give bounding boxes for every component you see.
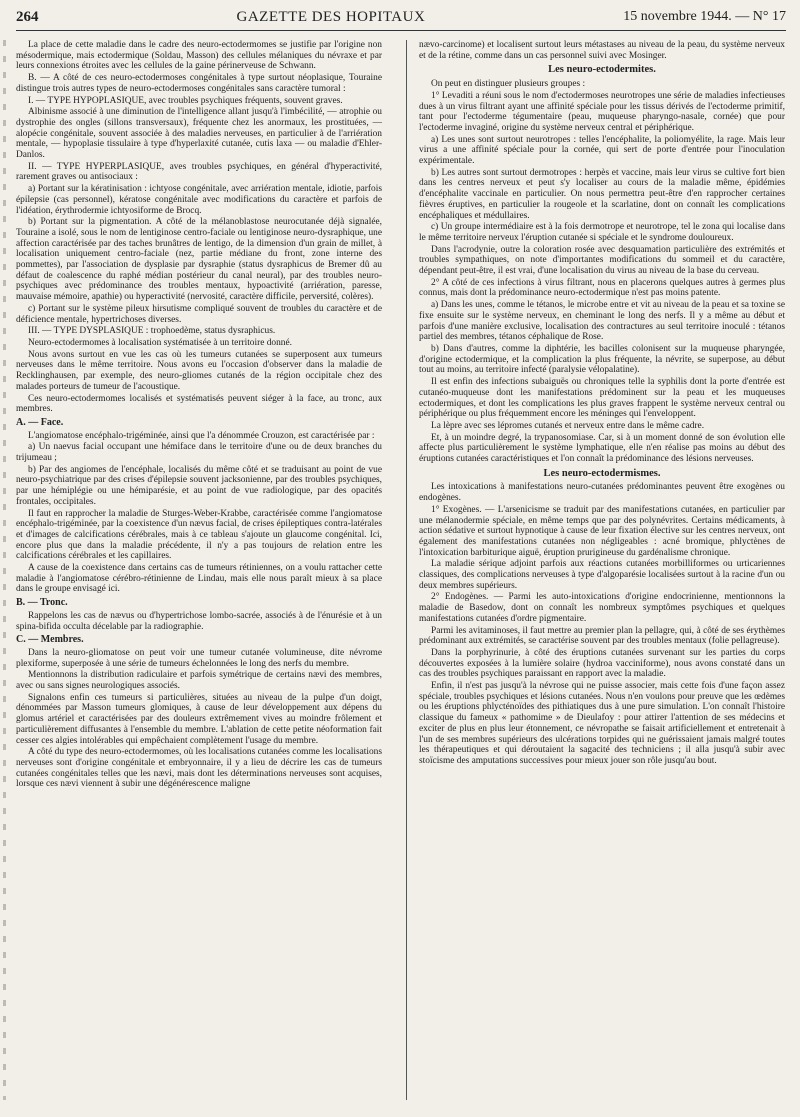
paragraph: III. — TYPE DYSPLASIQUE : trophoedème, status dysraphicus. [28,326,276,337]
paragraph: Ces neuro-ectodermomes localisés et systématisés peuvent siéger à la face, au tronc, aux membres. [16,393,382,415]
paragraph: 1° Levaditi a réuni sous le nom d'ectodermoses neurotropes une série de maladies infectieuses dues à un virus filtrant ayant une affinité spéciale pour les tissus dérivés de l'ectoderme primitif, tant pour l'ectoderme tégumentaire (peau, muqueuse pharyngo-nasale, cornée) que pour l'ectoderme invaginé, origine du système nerveux central et périphérique. [419,90,785,133]
paragraph: b) Les autres sont surtout dermotropes : herpès et vaccine, mais leur virus se cultive fort bien dans les centres nerveux et peut s'y localiser au cours de la maladie même, épidémies d'encéphalite vaccinale en particulier. On nous permettra peut-être d'en rapprocher certaines fièvres éruptives, en particulier la rougeole et la scarlatine, dont on connaît les complications encéphaliques et médullaires. [419,167,785,221]
paragraph: Rappelons les cas de nævus ou d'hypertrichose lombo-sacrée, associés à de l'énurésie et à un spina-bifida occulta décelable par la radiographie. [16,610,382,632]
paragraph: 1° Exogènes. — L'arsenicisme se traduit par des manifestations cutanées, en particulier par une mélanodermie spéciale, en même temps que par des polynévrites. Certains médicaments, à action sédative et surtout hypnotique à cause de leur fixation élective sur les centres nerveux, ont également des manifestations cutanées non négligeables : acné bromique, phlyctènes de l'intoxication barbiturique aiguë, éruption prurigineuse du gardénalisme chronique. [419,504,785,558]
paragraph: Nous avons surtout en vue les cas où les tumeurs cutanées se superposent aux tumeurs nerveuses dans le même territoire. Nous avons eu l'occasion d'observer dans la maladie de Recklinghausen, par exemple, des neuro-gliomes cutanés de la région occipitale chez des malades porteurs de tumeur de l'acoustique. [16,349,382,392]
paragraph: II. — TYPE HYPERPLASIQUE, aves troubles psychiques, en général d'hyperactivité, rarement graves ou antisociaux : [16,161,382,183]
paragraph: I. — TYPE HYPOPLASIQUE, avec troubles psychiques fréquents, souvent graves. [28,95,343,106]
paragraph: a) Les unes sont surtout neurotropes : telles l'encéphalite, la poliomyélite, la rage. Mais leur virus a une affinité spéciale pour la cornée, qui sert de porte d'entrée pour l'inoculation expérimentale. [419,134,785,167]
paragraph: b) Dans d'autres, comme la diphtérie, les bacilles colonisent sur la muqueuse pharyngée, d'origine ectodermique, et la complication la plus fréquente, la névrite, se superpose, au début tout au moins, au territoire infecté (paralysie vélopalatine). [419,343,785,376]
journal-title: GAZETTE DES HOPITAUX [236,8,426,25]
left-column [16,40,382,791]
paragraph: 2° A côté de ces infections à virus filtrant, nous en placerons quelques autres à germes plus connus, mais dont la prédominance neuro-ectodermique n'est pas moins patente. [419,277,785,299]
section-heading: Les neuro-ectodermites. [548,64,656,76]
column-divider [406,40,407,1100]
paragraph: Parmi les avitaminoses, il faut mettre au premier plan la pellagre, qui, à côté de ses érythèmes prédominant aux extrémités, se caractérise souvent par des troubles mentaux (folie pellagreuse). [419,625,785,647]
paragraph: A côté du type des neuro-ectodermomes, où les localisations cutanées comme les localisations nerveuses sont d'origine congénitale et embryonnaire, il y a lieu de décrire les cas de tumeurs cutanées congénitales telles que les nævi, mais dont les déterminations nerveuses sont acquises, lorsque ces nævi viennent à subir une dégénérescence maligne [16,747,382,790]
section-heading: Les neuro-ectodermismes. [543,467,661,479]
paragraph: Les intoxications à manifestations neuro-cutanées prédominantes peuvent être exogènes ou endogènes. [419,482,785,504]
paragraph: a) Dans les unes, comme le tétanos, le microbe entre et vit au niveau de la peau et sa toxine se fixe ensuite sur le système nerveux, en cheminant le long des nerfs. Il y a même au début et parfois d'une manière exclusive, localisation des contractures au seul territoire inoculé : tétanos partiel des membres, tétanos céphalique de Rose. [419,300,785,343]
paragraph: a) Portant sur la kératinisation : ichtyose congénitale, avec arriération mentale, idiotie, parfois épilepsie (cas personnel), kératose congénitale avec modifications du caractère et parfois de l'idéation, érythrodermie ichtyosiforme de Brocq. [16,184,382,216]
paragraph: B. — A côté de ces neuro-ectodermoses congénitales à type surtout néoplasique, Touraine distingue trois autres types de neuro-ectodermoses congénitales sans caractère tumoral : [16,73,382,94]
paragraph: Mentionnons la distribution radiculaire et parfois symétrique de certains nævi des membres, avec ou sans signes neurologiques associés. [16,670,382,692]
paragraph: A cause de la coexistence dans certains cas de tumeurs rétiniennes, on a voulu rattacher cette maladie à l'angiomatose cérébro-rétinienne de Lindau, mais elle nous paraît mieux à sa place dans le groupe envisagé ici. [16,563,382,595]
paragraph: Il est enfin des infections subaiguës ou chroniques telle la syphilis dont la porte d'entrée est cutanéo-muqueuse dont les manifestations prédominent sur la peau et les muqueuses ectodermiques, et dont les complications les plus graves frappent le système nerveux central ou périphérique ou plus fréquemment encore les méninges qui l'enveloppent. [419,377,785,420]
right-column [419,40,785,768]
page-header [16,4,786,31]
paragraph: La lèpre avec ses lépromes cutanés et nerveux entre dans le même cadre. [431,420,705,431]
paragraph: c) Portant sur le système pileux hirsutisme compliqué souvent de troubles du caractère et de déficience mentale, hypertrichoses diverses. [16,303,382,325]
paragraph: a) Un naevus facial occupant une hémiface dans le territoire d'une ou de deux branches du trijumeau ; [16,442,382,464]
paragraph: Neuro-ectodermomes à localisation systématisée à un territoire donné. [28,337,292,348]
paragraph: Dans la neuro-gliomatose on peut voir une tumeur cutanée volumineuse, dite névrome plexiforme, superposée à une série de tumeurs échelonnées le long des nerfs du membre. [16,647,382,669]
paragraph: Enfin, il n'est pas jusqu'à la névrose qui ne puisse associer, mais cette fois d'une façon assez spéciale, troubles psychiques et lésions cutanées. Nous n'en voulons pour preuve que les œdèmes ou les éruptions phlycténoïdes des pithiatiques dus à une pure simulation. L'on connaît l'histoire classique du fameux « pathomime » de Dieulafoy : pour attirer l'attention de ses médecins et exciter de plus en plus leur étonnement, ce névropathe se faisait artificiellement et entretenait à l'un de ses membres supérieurs des ulcérations torpides qui ne guérissaient jamais malgré toutes les thérapeutiques et qui déroutaient la sagacité des techniciens ; il alla jusqu'à subir avec stoïcisme des amputations successives pour mieux jouer son rôle jusqu'au bout. [419,681,785,766]
paragraph: c) Un groupe intermédiaire est à la fois dermotrope et neurotrope, tel le zona qui localise dans le même territoire nerveux l'éruption cutanée si spéciale et le syndrome douloureux. [419,222,785,243]
paragraph: Et, à un moindre degré, la trypanosomiase. Car, si à un moment donné de son évolution elle affecte plus particulièrement le système lymphatique, elle n'en réalise pas moins au début des éruptions cutanées caractéristiques et l'on connaît la prédominance des lésions nerveuses. [419,432,785,465]
page-number: 264 [16,8,39,25]
paragraph: Signalons enfin ces tumeurs si particulières, situées au niveau de la pulpe d'un doigt, dénommées par Masson tumeurs glomiques, à cause de leur développement aux dépens du glomus artériel et caractérisées par des douleurs extrêmement vives au moindre frôlement et particulièrement diffusantes à l'ensemble du membre. L'ablation de cette petite néoformation fait cesser ces algies intolérables qui empêchaient complètement l'usage du membre. [16,692,382,746]
subsection-heading: A. — Face. [16,416,64,428]
subsection-heading: C. — Membres. [16,634,84,646]
subsection-heading: B. — Tronc. [16,597,68,609]
paragraph: La maladie sérique adjoint parfois aux réactions cutanées morbilliformes ou urticariennes classiques, des complications nerveuses à type d'algoparésie localisées surtout à la racine d'un ou deux membres supérieurs. [419,559,785,591]
paragraph: L'angiomatose encéphalo-trigéminée, ainsi que l'a dénommée Crouzon, est caractérisée par : [28,430,375,441]
paragraph: Dans l'acrodynie, outre la coloration rosée avec desquamation particulière des extrémités et troubles sympathiques, on note d'importantes modifications du sommeil et du caractère, dépendant peut-être, il est vrai, d'une localisation du virus au niveau de la base du cerveau. [419,244,785,277]
paragraph: Albinisme associé à une diminution de l'intelligence allant jusqu'à l'imbécilité, — atrophie ou dystrophie des ongles (sillons transversaux), fréquente chez les anormaux, les prostituées, — alopécie congénitale, souvent associée à des maladies nerveuses, en particulier à de l'arriération mentale, — hypoplasie tissulaire à type d'hyperlaxité cutanée, cutis laxa — ou maladie d'Ehler-Danlos. [16,107,382,161]
paragraph: Dans la porphyrinurie, à côté des éruptions cutanées survenant sur les parties du corps découvertes exposées à la lumière solaire (hydroa vacciniforme), nous avons constaté dans un cas des troubles psychiques paraissant en rapport avec la maladie. [419,647,785,680]
paragraph: 2° Endogènes. — Parmi les auto-intoxications d'origine endocrinienne, mentionnons la maladie de Basedow, dont on connaît les nombreux symptômes psychiques et quelques manifestations cutanées d'ordre pigmentaire. [419,592,785,624]
issue-date: 15 novembre 1944. — N° 17 [623,9,786,24]
paragraph: nævo-carcinome) et localisent surtout leurs métastases au niveau de la peau, du système nerveux et de la rétine, comme dans un cas personnel suivi avec Mosinger. [419,40,785,61]
paragraph: Il faut en rapprocher la maladie de Sturges-Weber-Krabbe, caractérisée comme l'angiomatose encéphalo-trigéminée, par la coexistence d'un nævus facial, de crises épileptiques contra-latérales et d'images de calcifications cérébrales, mais à ce tableau s'ajoute un glaucome congénital. Ici, encore plus que dans la maladie précédente, il n'y a pas toujours de relation entre les calcifications cérébrales et les capillaires. [16,508,382,562]
paragraph: b) Portant sur la pigmentation. A côté de la mélanoblastose neurocutanée déjà signalée, Touraine a isolé, sous le nom de lentiginose centro-faciale ou lentiginose neuro-dysraphique, une affection caractérisée par des taches brunâtres de lentigo, de la dimension d'un grain de millet, à localisation uniquement centro-faciale (nez, partie médiane du front, zone interne des pommettes), par l'association de dysplasie par dysraphie (status dysraphicus de Bremer dû au défaut de coalescence du raphé médian postérieur du canal neural), par des troubles neuro-psychiques avec prédominance des troubles mentaux, hypoactivité (arriération, paresse, mauvaise mémoire, apathie) ou hyperactivité (nervosité, caractère difficile, perversité, colères). [16,217,382,303]
paragraph: On peut en distinguer plusieurs groupes : [431,79,586,90]
paragraph: La place de cette maladie dans le cadre des neuro-ectodermomes se justifie par l'origine non mésodermique, mais ectodermique (Soldau, Masson) des cellules mélaniques du névraxe et par leurs connexions étroites avec les cellules de la gaine périnerveuse de Schwann. [16,40,382,72]
binding-edge [3,40,6,1100]
paragraph: b) Par des angiomes de l'encéphale, localisés du même côté et se traduisant au point de vue neuro-psychiatrique par des crises d'épilepsie souvent jacksonienne, par des troubles psychiques, par une hémiplégie ou une hémiparésie, et au point de vue radiologique, par des opacités frontales, occipitales. [16,464,382,507]
